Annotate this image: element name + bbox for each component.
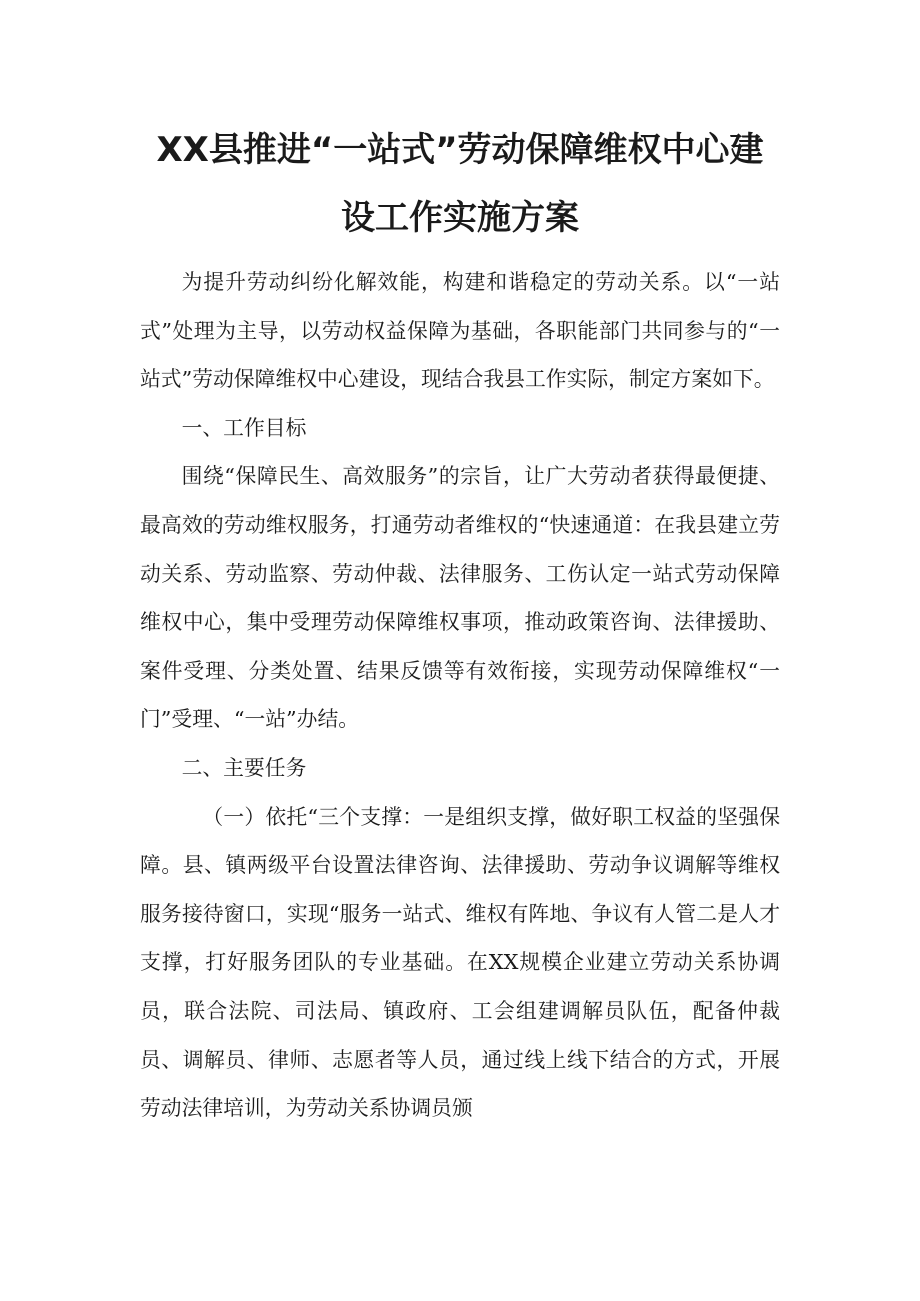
- tasks-paragraph: （一）依托“三个支撑：一是组织支撑，做好职工权益的坚强保障。县、镇两级平台设置法律咨询、法律援助、劳动争议调解等维权服务接待窗口，实现“服务一站式、维权有阵地、争议有人管二是人才支撑，打好服务团队的专业基础。在XX规模企业建立劳动关系协调员，联合法院、司法局、镇政府、工会组建调解员队伍，配备仲裁员、调解员、律师、志愿者等人员，通过线上线下结合的方式，开展劳动法律培训，为劳动关系协调员颁: [140, 804, 780, 1121]
- document-title-line-2: 设工作实施方案: [341, 198, 579, 238]
- document-body: [140, 258, 780, 1133]
- intro-paragraph: 为提升劳动纠纷化解效能，构建和谐稳定的劳动关系。以“一站式”处理为主导，以劳动权益保障为基础，各职能部门共同参与的“一站式”劳动保障维权中心建设，现结合我县工作实际，制定方案如下。: [140, 270, 780, 392]
- section-heading-goals: 一、工作目标: [181, 415, 307, 440]
- section-heading-tasks: 二、主要任务: [181, 755, 307, 780]
- goals-paragraph: 围绕“保障民生、高效服务”的宗旨，让广大劳动者获得最便捷、最高效的劳动维权服务，打通劳动者维权的“快速通道：在我县建立劳动关系、劳动监察、劳动仲裁、法律服务、工伤认定一站式劳动保障维权中心，集中受理劳动保障维权事项，推动政策咨询、法律援助、案件受理、分类处置、结果反馈等有效衔接，实现劳动保障维权“一门”受理、“一站”办结。: [140, 464, 780, 732]
- document-title-line-1: XX县推进“一站式”劳动保障维权中心建: [156, 130, 764, 170]
